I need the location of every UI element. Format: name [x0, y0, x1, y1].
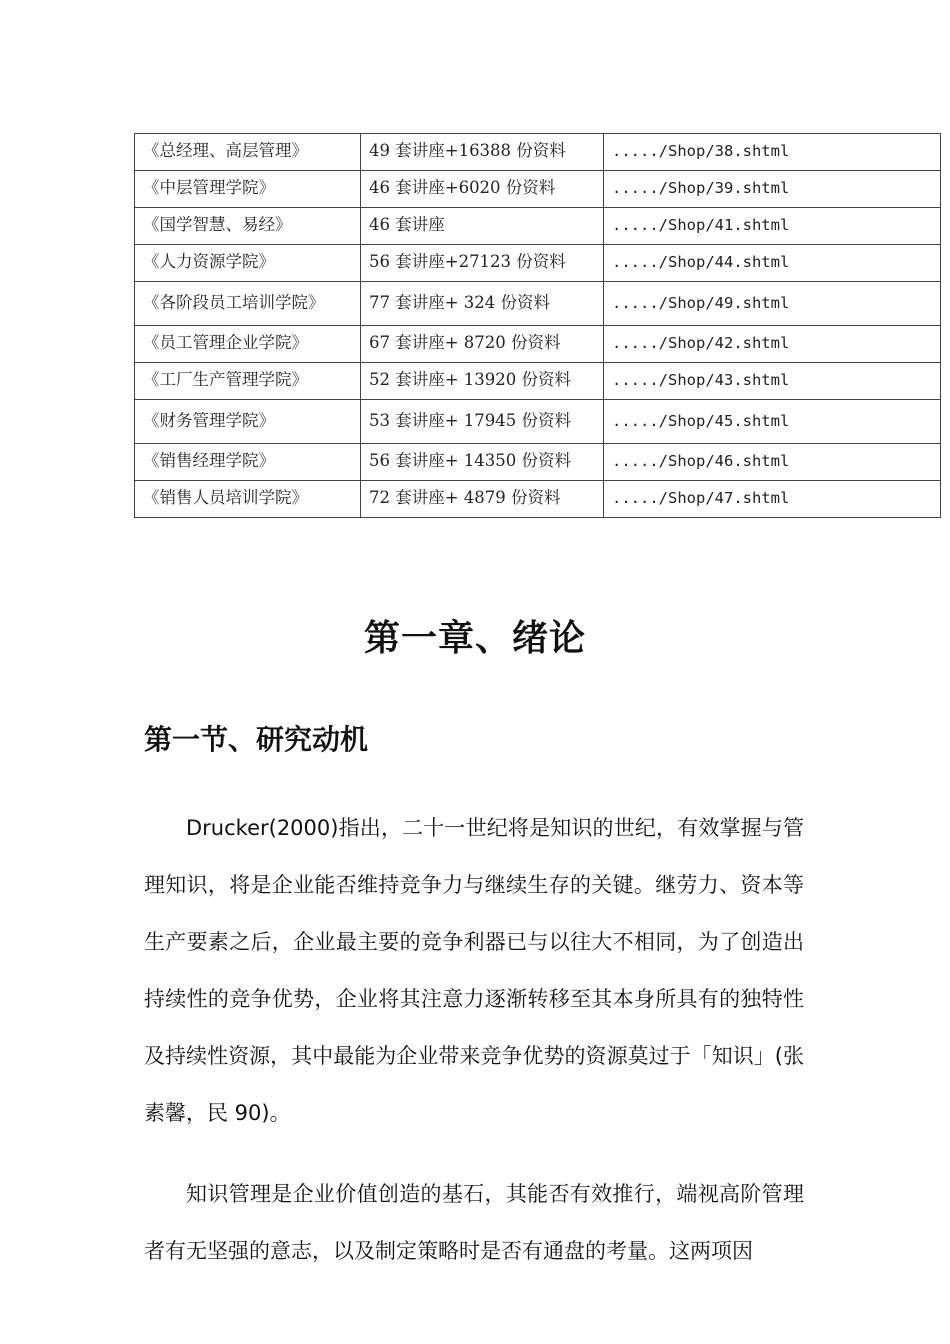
- course-link-cell[interactable]: ...../Shop/43.shtml: [604, 363, 941, 400]
- body-paragraph: Drucker(2000)指出，二十一世纪将是知识的世纪，有效掌握与管理知识，将是企业能否维持竞争力与继续生存的关键。继劳力、资本等生产要素之后，企业最主要的竞争利器已与以往大不相同，为了创造出持续性的竞争优势，企业将其注意力逐渐转移至其本身所具有的独特性及持续性资源，其中最能为企业带来竞争优势的资源莫过于「知识」(张素馨，民 90)。: [144, 816, 804, 1125]
- course-contents-cell: 52 套讲座+ 13920 份资料: [361, 363, 604, 400]
- course-name-cell: 《财务管理学院》: [135, 400, 361, 444]
- course-link-cell[interactable]: ...../Shop/39.shtml: [604, 171, 941, 208]
- table-row: [135, 134, 941, 171]
- course-name-cell: 《各阶段员工培训学院》: [135, 282, 361, 326]
- course-link-cell[interactable]: ...../Shop/47.shtml: [604, 481, 941, 518]
- chapter-title: 第一章、绪论: [363, 618, 586, 659]
- course-link-cell[interactable]: ...../Shop/45.shtml: [604, 400, 941, 444]
- course-link-cell[interactable]: ...../Shop/42.shtml: [604, 326, 941, 363]
- course-name-cell: 《销售人员培训学院》: [135, 481, 361, 518]
- table-row: [135, 400, 941, 444]
- course-contents-cell: 46 套讲座: [361, 208, 604, 245]
- body-paragraph: 知识管理是企业价值创造的基石，其能否有效推行，端视高阶管理者有无坚强的意志，以及制定策略时是否有通盘的考量。这两项因: [144, 1182, 804, 1263]
- course-link-cell[interactable]: ...../Shop/46.shtml: [604, 444, 941, 481]
- table-row: [135, 282, 941, 326]
- course-name-cell: 《工厂生产管理学院》: [135, 363, 361, 400]
- course-name-cell: 《国学智慧、易经》: [135, 208, 361, 245]
- section-title: 第一节、研究动机: [144, 723, 369, 756]
- table-row: [135, 481, 941, 518]
- course-name-cell: 《人力资源学院》: [135, 245, 361, 282]
- course-contents-cell: 77 套讲座+ 324 份资料: [361, 282, 604, 326]
- course-link-cell[interactable]: ...../Shop/44.shtml: [604, 245, 941, 282]
- course-name-cell: 《销售经理学院》: [135, 444, 361, 481]
- course-contents-cell: 56 套讲座+ 14350 份资料: [361, 444, 604, 481]
- table-row: [135, 171, 941, 208]
- course-contents-cell: 72 套讲座+ 4879 份资料: [361, 481, 604, 518]
- table-row: [135, 326, 941, 363]
- course-contents-cell: 56 套讲座+27123 份资料: [361, 245, 604, 282]
- course-contents-cell: 53 套讲座+ 17945 份资料: [361, 400, 604, 444]
- table-row: [135, 363, 941, 400]
- course-contents-cell: 67 套讲座+ 8720 份资料: [361, 326, 604, 363]
- table-row: [135, 208, 941, 245]
- table-row: [135, 444, 941, 481]
- table-row: [135, 245, 941, 282]
- course-link-cell[interactable]: ...../Shop/38.shtml: [604, 134, 941, 171]
- course-contents-cell: 49 套讲座+16388 份资料: [361, 134, 604, 171]
- course-name-cell: 《中层管理学院》: [135, 171, 361, 208]
- course-name-cell: 《员工管理企业学院》: [135, 326, 361, 363]
- course-link-cell[interactable]: ...../Shop/49.shtml: [604, 282, 941, 326]
- course-catalog-table: [134, 133, 941, 518]
- course-name-cell: 《总经理、高层管理》: [135, 134, 361, 171]
- course-link-cell[interactable]: ...../Shop/41.shtml: [604, 208, 941, 245]
- course-contents-cell: 46 套讲座+6020 份资料: [361, 171, 604, 208]
